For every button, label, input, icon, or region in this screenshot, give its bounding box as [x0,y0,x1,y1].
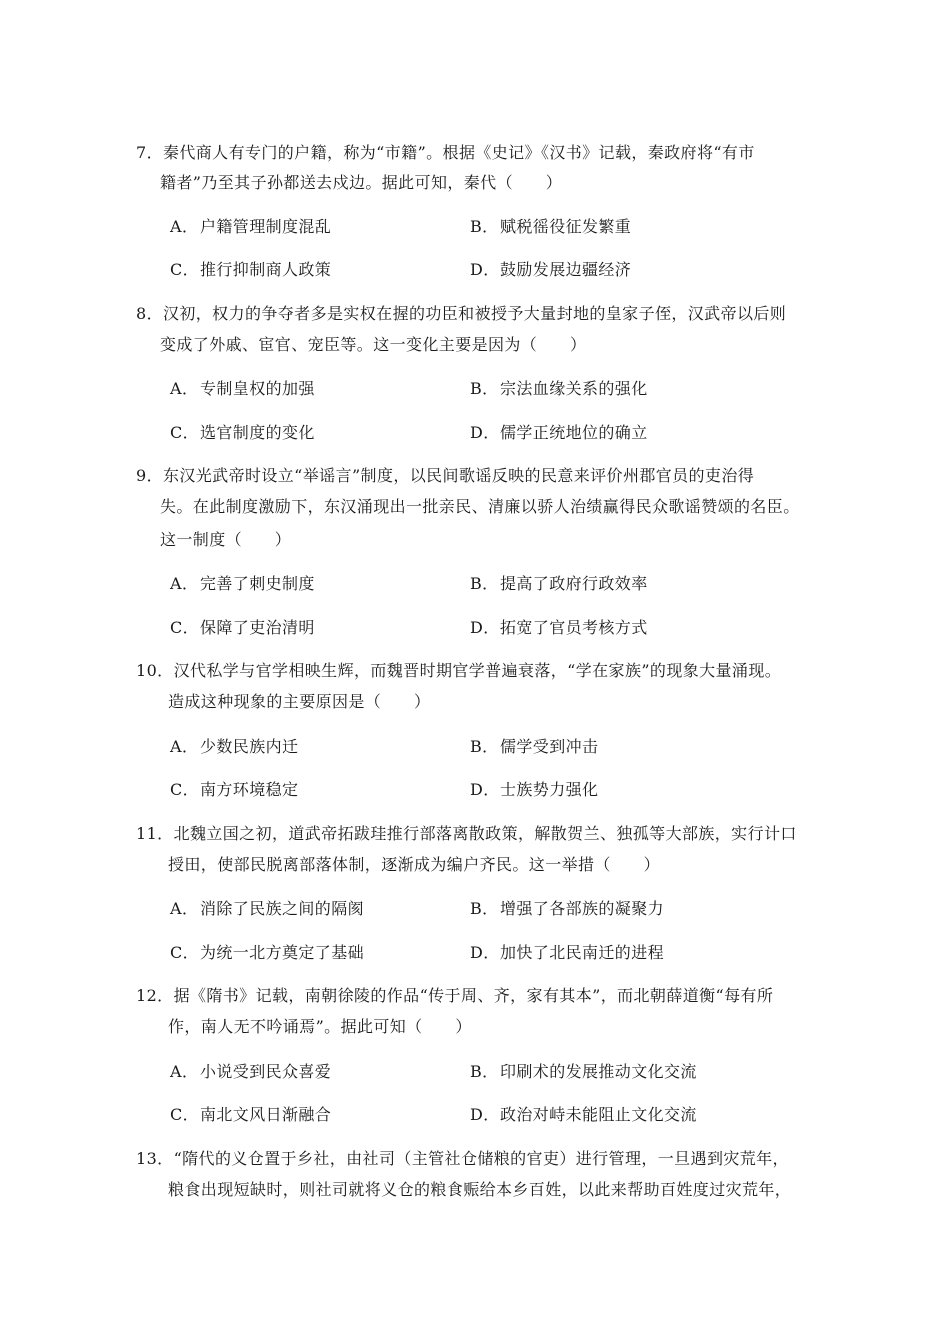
option-a: A． 小说受到民众喜爱 [170,1062,332,1081]
question-13-line-2: 粮食出现短缺时，则社司就将义仓的粮食赈给本乡百姓，以此来帮助百姓度过灾荒年， [168,1180,792,1199]
question-number: 12． [136,986,174,1005]
option-a: A． 少数民族内迁 [170,737,299,756]
option-b: B．提高了政府行政效率 [470,574,648,593]
question-number: 8． [136,304,163,323]
question-12-line-2: 作，南人无不吟诵焉”。据此可知（ ） [168,1017,472,1036]
question-9-line-2: 失。在此制度激励下，东汉涌现出一批亲民、清廉以骄人治绩赢得民众歌谣赞颂的名臣。 [160,497,800,516]
question-number: 7． [136,143,163,162]
question-number: 10． [136,661,174,680]
question-7-line-2: 籍者”乃至其子孙都送去戍边。据此可知，秦代（ ） [160,173,563,192]
option-d: D．鼓励发展边疆经济 [470,260,632,279]
option-b: B．印刷术的发展推动文化交流 [470,1062,697,1081]
option-c: C．南北文风日渐融合 [170,1105,332,1124]
option-b: B．宗法血缘关系的强化 [470,379,648,398]
option-b: B．增强了各部族的凝聚力 [470,899,665,918]
question-10-line-1 [136,661,781,681]
option-c: C．南方环境稳定 [170,780,299,799]
question-number: 9． [136,466,163,485]
option-d: D．加快了北民南迁的进程 [470,943,665,962]
option-a: A． 户籍管理制度混乱 [170,217,332,236]
question-12-line-1 [136,986,773,1006]
question-text: 汉代私学与官学相映生辉，而魏晋时期官学普遍衰落，“学在家族”的现象大量涌现。 [173,661,782,680]
option-b: B．赋税徭役征发繁重 [470,217,632,236]
question-7-line-1 [136,143,755,163]
option-d: D．拓宽了官员考核方式 [470,618,648,637]
option-c: C．为统一北方奠定了基础 [170,943,365,962]
question-11-line-2: 授田，使部民脱离部落体制，逐渐成为编户齐民。这一举措（ ） [168,855,661,874]
option-c: C．保障了吏治清明 [170,618,315,637]
question-number: 13． [136,1149,174,1168]
question-text: 东汉光武帝时设立“举谣言”制度，以民间歌谣反映的民意来评价州郡官员的吏治得 [162,466,755,485]
question-9-line-1 [136,466,754,486]
question-text: 北魏立国之初，道武帝拓跋珪推行部落离散政策，解散贺兰、独孤等大部族，实行计口 [173,824,797,843]
question-11-line-1 [136,824,797,844]
option-a: A． 专制皇权的加强 [170,379,315,398]
question-text: 汉初，权力的争夺者多是实权在握的功臣和被授予大量封地的皇家子侄，汉武帝以后则 [162,304,787,323]
question-number: 11． [136,824,174,843]
option-a: A． 消除了民族之间的隔阂 [170,899,365,918]
question-text: 据《隋书》记载，南朝徐陵的作品“传于周、齐，家有其本”，而北朝薛道衡“每有所 [173,986,774,1005]
option-a: A． 完善了刺史制度 [170,574,315,593]
question-8-line-1 [136,304,786,324]
option-b: B．儒学受到冲击 [470,737,599,756]
option-d: D．士族势力强化 [470,780,599,799]
question-10-line-2: 造成这种现象的主要原因是（ ） [168,692,431,711]
question-text: 秦代商人有专门的户籍，称为“市籍”。根据《史记》《汉书》记载，秦政府将“有市 [162,143,755,162]
question-text: “隋代的义仓置于乡社，由社司（主管社仓储粮的官吏）进行管理，一旦遇到灾荒年， [173,1149,789,1168]
question-13-line-1 [136,1149,789,1169]
question-9-line-3: 这一制度（ ） [160,530,292,549]
option-d: D．儒学正统地位的确立 [470,423,648,442]
option-d: D．政治对峙未能阻止文化交流 [470,1105,697,1124]
question-8-line-2: 变成了外戚、宦官、宠臣等。这一变化主要是因为（ ） [160,335,587,354]
option-c: C．选官制度的变化 [170,423,315,442]
option-c: C．推行抑制商人政策 [170,260,332,279]
